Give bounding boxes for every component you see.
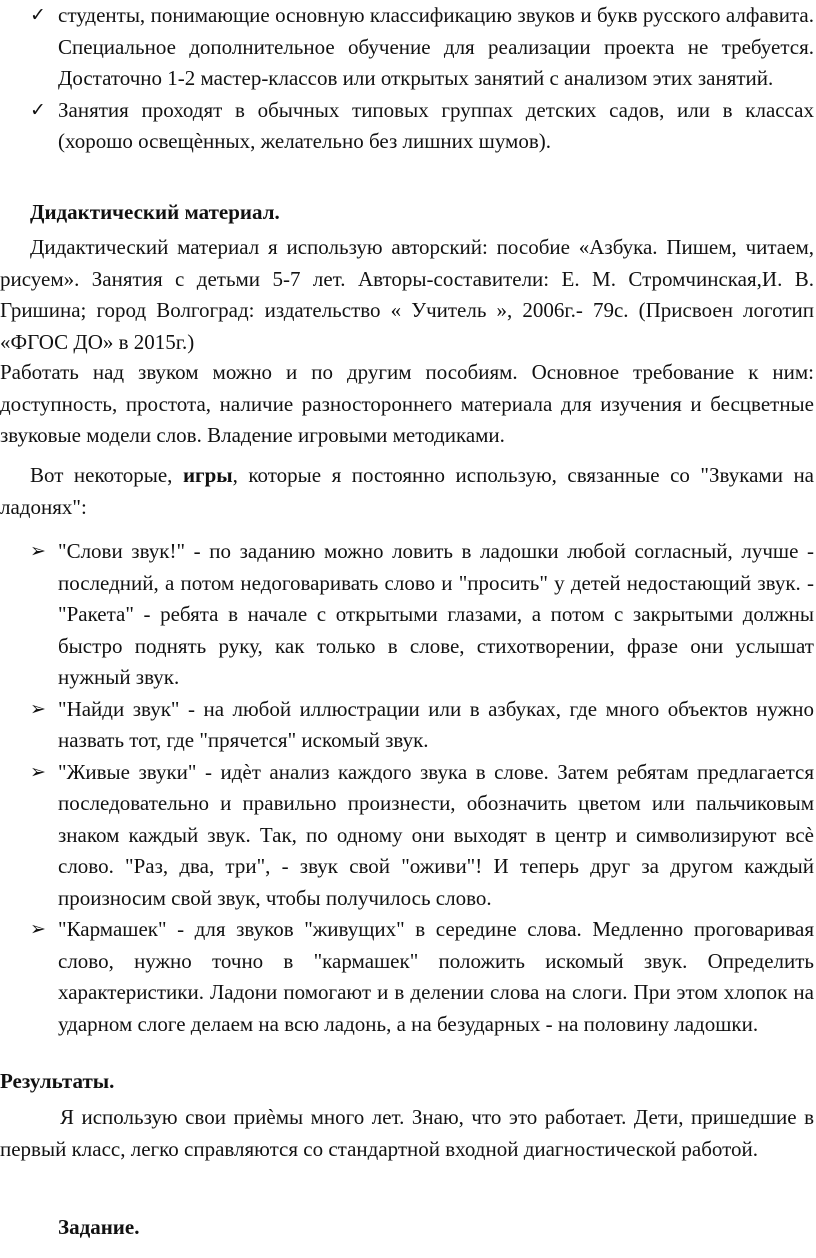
list-item-text: "Слови звук!" - по заданию можно ловить в ладошки любой согласный, лучше - последний, а потом недоговаривать слово и "просить" у детей недостающий звук. - "Ракета" - ребята в начале с открытыми глазами, а потом с закрытыми должны быстро поднять руку, как только в слове, стихотворении, фразе они услышат нужный звук. [58,539,814,689]
paragraph-games-intro [0,460,814,523]
list-item-text: Занятия проходят в обычных типовых группах детских садов, или в классах (хорошо освещѐнных, желательно без лишних шумов). [58,97,814,153]
list-item [0,694,816,757]
list-item [0,757,816,915]
list-item-text: "Кармашек" - для звуков "живущих" в середине слова. Медленно проговаривая слово, нужно точно в "кармашек" положить искомый звук. Определить характеристики. Ладони помогают и в делении слова на слоги. При этом хлопок на ударном слоге делаем на всю ладонь, а на безударных - на половину ладошки. [58,917,814,1036]
heading-task: Задание. [58,1215,140,1239]
paragraph-didactic [0,232,814,358]
list-item [0,536,816,694]
list-item-text: "Живые звуки" - идѐт анализ каждого звука в слове. Затем ребятам предлагается последовательно и правильно произнести, обозначить цветом или пальчиковым знаком каждый звук. Так, по одному они выходят в центр и символизируют всѐ слово. "Раз, два, три", - звук свой "оживи"! И теперь друг за другом каждый произносим свой звук, чтобы получилось слово. [58,759,814,910]
game-list [0,536,816,1040]
arrow-bullet-icon: ➢ [30,540,46,562]
paragraph-results [0,1102,814,1165]
paragraph-didactic-text: Дидактический материал я использую авторский: пособие «Азбука. Пишем, читаем, рисуем». Занятия с детьми 5-7 лет. Авторы-составители: Е. М. Стромчинская,И. В. Гришина; город Волгоград: издательство « Учитель », 2006г.- 79с. (Присвоен логотип «ФГОС ДО» в 2015г.) [0,235,814,354]
paragraph-other-aids [0,357,814,452]
list-item [0,914,816,1040]
games-intro-bold: игры [182,463,233,487]
list-item [0,95,816,158]
list-item-text: "Найди звук" - на любой иллюстрации или в азбуках, где много объектов нужно назвать тот, где "прячется" искомый звук. [58,696,814,752]
heading-didactic: Дидактический материал. [30,200,280,224]
list-item-text: студенты, понимающие основную классификацию звуков и букв русского алфавита. Специальное дополнительное обучение для реализации проекта не требуется. Достаточно 1-2 мастер-классов или открытых занятий с анализом этих занятий. [58,3,814,90]
check-icon: ✓ [30,4,46,26]
arrow-bullet-icon: ➢ [30,918,46,940]
arrow-bullet-icon: ➢ [30,697,46,720]
heading-results: Результаты. [0,1069,115,1093]
games-intro-before: Вот некоторые, [30,463,183,487]
list-item [0,0,816,95]
paragraph-results-text: Я использую свои приѐмы много лет. Знаю, что это работает. Дети, пришедшие в первый класс, легко справляются со стандартной входной диагностической работой. [0,1105,814,1161]
games-intro-after: , которые я постоянно использую, связанные со "Звуками на ладонях": [0,463,815,519]
check-list [0,0,816,158]
paragraph-other-aids-text: Работать над звуком можно и по другим пособиям. Основное требование к ним: доступность, простота, наличие разностороннего материала для изучения и бесцветные звуковые модели слов. Владение игровыми методиками. [0,360,814,447]
check-icon: ✓ [30,98,46,121]
arrow-bullet-icon: ➢ [30,760,46,783]
